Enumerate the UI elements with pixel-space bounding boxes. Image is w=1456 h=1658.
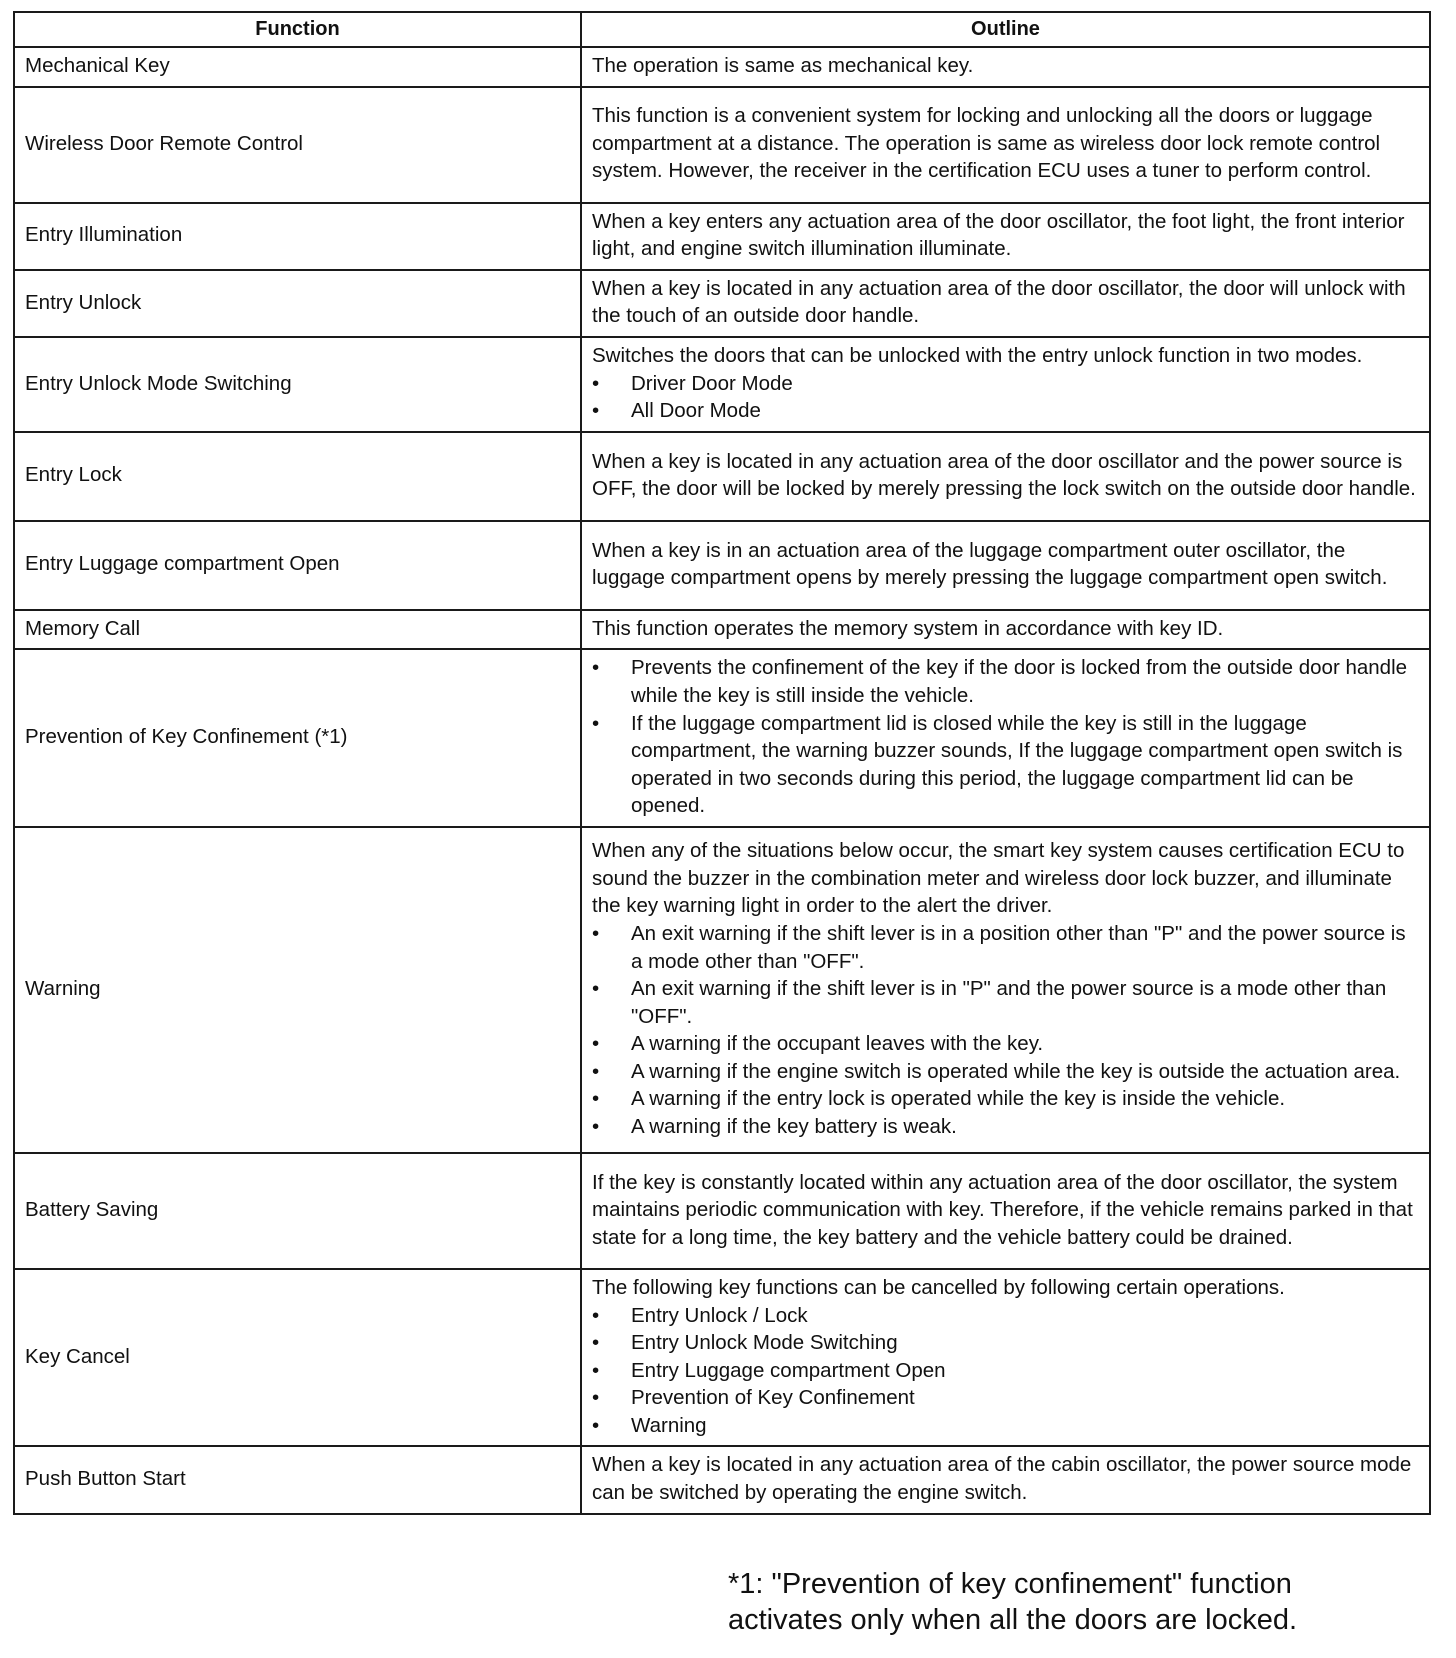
outline-cell xyxy=(581,87,1430,203)
bullet-list xyxy=(592,654,1420,820)
table-row xyxy=(14,521,1430,610)
function-cell: Entry Illumination xyxy=(14,203,581,270)
outline-cell xyxy=(581,1153,1430,1269)
function-cell: Entry Unlock xyxy=(14,270,581,337)
function-cell: Entry Unlock Mode Switching xyxy=(14,337,581,432)
bullet-item: • Warning xyxy=(592,1412,1420,1440)
outline-cell xyxy=(581,1446,1430,1513)
outline-cell xyxy=(581,521,1430,610)
bullet-item: • A warning if the engine switch is operated while the key is outside the actuation area. xyxy=(592,1058,1420,1086)
outline-text: When a key is located in any actuation area of the door oscillator and the power source is OFF, the door will be locked by merely pressing the lock switch on the outside door handle. xyxy=(592,449,1416,501)
bullet-item: • All Door Mode xyxy=(592,397,1420,425)
outline-cell xyxy=(581,47,1430,87)
function-cell: Key Cancel xyxy=(14,1269,581,1447)
bullet-item: • Prevents the confinement of the key if the door is locked from the outside door handle while the key is still inside the vehicle. xyxy=(592,654,1420,709)
footnote xyxy=(728,1566,1428,1638)
outline-cell xyxy=(581,827,1430,1153)
table-row xyxy=(14,827,1430,1153)
function-cell: Entry Luggage compartment Open xyxy=(14,521,581,610)
bullet-list xyxy=(592,1302,1420,1440)
function-cell: Push Button Start xyxy=(14,1446,581,1513)
footnote-line-1: *1: "Prevention of key confinement" function xyxy=(728,1568,1292,1600)
function-cell: Mechanical Key xyxy=(14,47,581,87)
outline-text: When any of the situations below occur, the smart key system causes certification ECU to sound the buzzer in the combination meter and wireless door lock buzzer, and illuminate the key warning light in order to the alert the driver. xyxy=(592,839,1405,918)
outline-text: If the key is constantly located within any actuation area of the door oscillator, the system maintains periodic communication with key. Therefore, if the vehicle remains parked in that state for a long time, the key battery and the vehicle battery could be drained. xyxy=(592,1170,1413,1249)
bullet-list xyxy=(592,370,1420,425)
outline-text: When a key is located in any actuation area of the door oscillator, the door will unlock with the touch of an outside door handle. xyxy=(592,276,1406,328)
bullet-item: • An exit warning if the shift lever is in "P" and the power source is a mode other than "OFF". xyxy=(592,975,1420,1030)
outline-text: When a key enters any actuation area of the door oscillator, the foot light, the front interior light, and engine switch illumination illuminate. xyxy=(592,209,1405,261)
outline-text: When a key is in an actuation area of the luggage compartment outer oscillator, the luggage compartment opens by merely pressing the luggage compartment open switch. xyxy=(592,538,1388,590)
function-table xyxy=(13,11,1431,1515)
outline-cell xyxy=(581,610,1430,650)
outline-column-header: Outline xyxy=(581,12,1430,47)
table-row xyxy=(14,87,1430,203)
header-row xyxy=(14,12,1430,47)
table-row xyxy=(14,337,1430,432)
outline-text: The operation is same as mechanical key. xyxy=(592,54,974,77)
table-header xyxy=(14,12,1430,47)
bullet-item: • A warning if the key battery is weak. xyxy=(592,1113,1420,1141)
table-row xyxy=(14,1269,1430,1447)
table-row xyxy=(14,47,1430,87)
table-row xyxy=(14,270,1430,337)
outline-cell xyxy=(581,432,1430,521)
bullet-item: • Entry Unlock Mode Switching xyxy=(592,1329,1420,1357)
outline-cell xyxy=(581,1269,1430,1447)
table-row xyxy=(14,1153,1430,1269)
function-cell: Entry Lock xyxy=(14,432,581,521)
outline-cell xyxy=(581,270,1430,337)
table-body xyxy=(14,47,1430,1514)
bullet-item: • Driver Door Mode xyxy=(592,370,1420,398)
function-cell: Prevention of Key Confinement (*1) xyxy=(14,649,581,827)
outline-text: This function is a convenient system for locking and unlocking all the doors or luggage compartment at a distance. The operation is same as wireless door lock remote control system. However, the receiver in the certification ECU uses a tuner to perform control. xyxy=(592,104,1381,183)
bullet-item: • A warning if the occupant leaves with the key. xyxy=(592,1030,1420,1058)
function-cell: Wireless Door Remote Control xyxy=(14,87,581,203)
bullet-item: • A warning if the entry lock is operated while the key is inside the vehicle. xyxy=(592,1085,1420,1113)
function-cell: Battery Saving xyxy=(14,1153,581,1269)
table-row xyxy=(14,203,1430,270)
outline-text: The following key functions can be cancelled by following certain operations. xyxy=(592,1275,1285,1299)
function-cell: Memory Call xyxy=(14,610,581,650)
function-cell: Warning xyxy=(14,827,581,1153)
bullet-list xyxy=(592,920,1420,1141)
outline-cell xyxy=(581,649,1430,827)
bullet-item: • Prevention of Key Confinement xyxy=(592,1384,1420,1412)
bullet-item: • Entry Unlock / Lock xyxy=(592,1302,1420,1330)
outline-text: When a key is located in any actuation area of the cabin oscillator, the power source mode can be switched by operating the engine switch. xyxy=(592,1453,1412,1505)
outline-text: This function operates the memory system in accordance with key ID. xyxy=(592,616,1224,640)
bullet-item: • Entry Luggage compartment Open xyxy=(592,1357,1420,1385)
function-column-header: Function xyxy=(14,12,581,47)
table-row xyxy=(14,432,1430,521)
table-row xyxy=(14,1446,1430,1513)
outline-text: Switches the doors that can be unlocked with the entry unlock function in two modes. xyxy=(592,343,1363,367)
outline-cell xyxy=(581,337,1430,432)
outline-cell xyxy=(581,203,1430,270)
footnote-line-2: activates only when all the doors are locked. xyxy=(728,1604,1298,1636)
bullet-item: • If the luggage compartment lid is closed while the key is still in the luggage compartment, the warning buzzer sounds, If the luggage compartment open switch is operated in two seconds during this period, the luggage compartment lid can be opened. xyxy=(592,710,1420,820)
bullet-item: • An exit warning if the shift lever is in a position other than "P" and the power source is a mode other than "OFF". xyxy=(592,920,1420,975)
table-row xyxy=(14,649,1430,827)
table-row xyxy=(14,610,1430,650)
